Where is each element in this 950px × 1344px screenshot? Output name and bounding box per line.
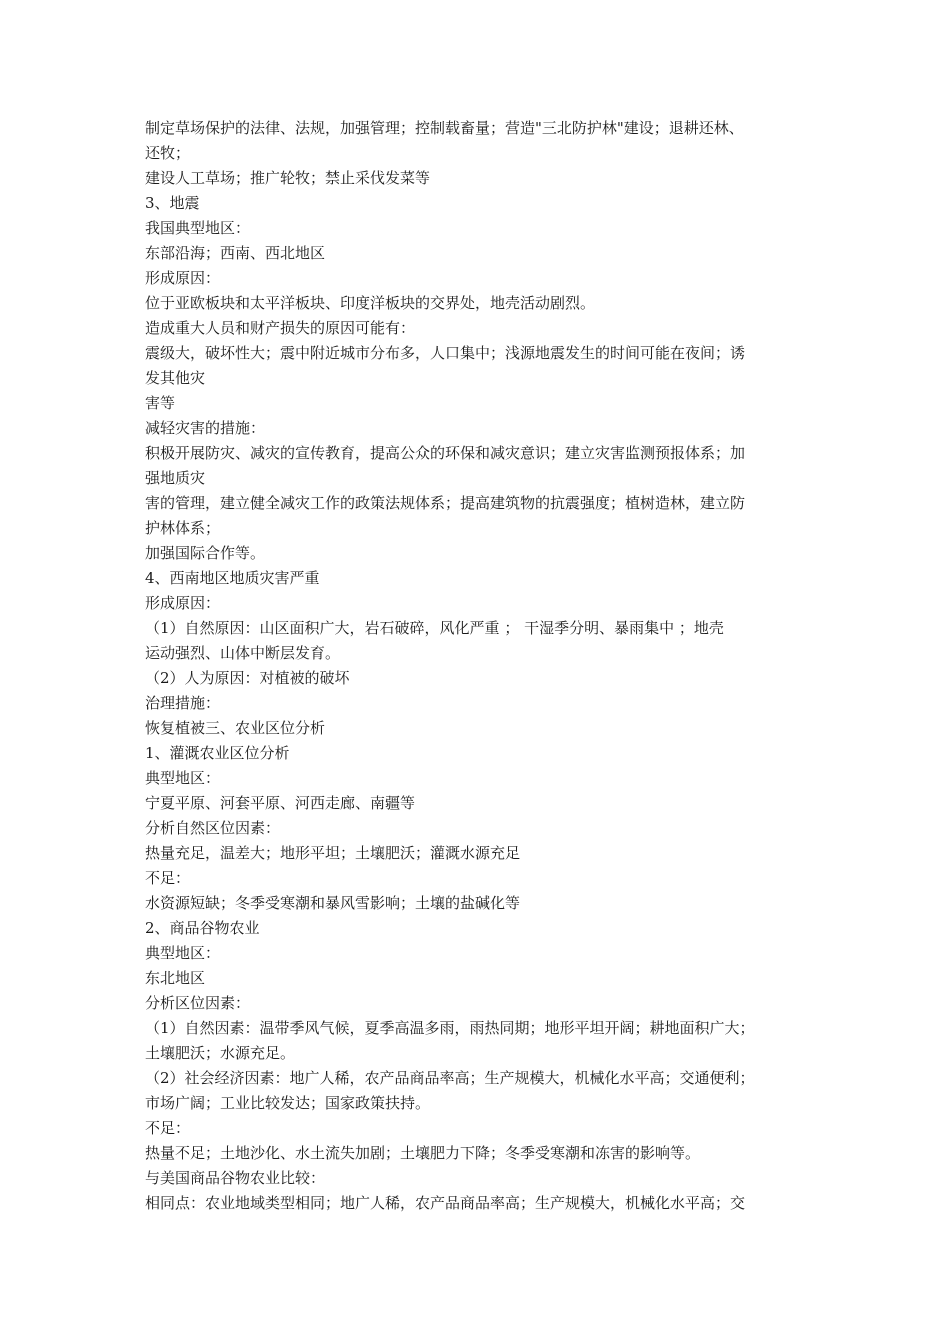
text-line: （1）自然因素：温带季风气候，夏季高温多雨，雨热同期；地形平坦开阔；耕地面积广大； — [145, 1019, 755, 1037]
text-line: 还牧； — [145, 144, 191, 162]
text-line: 与美国商品谷物农业比较： — [145, 1169, 326, 1187]
text-line: （2）社会经济因素：地广人稀，农产品商品率高；生产规模大，机械化水平高；交通便利； — [145, 1069, 755, 1087]
text-line: 东部沿海；西南、西北地区 — [145, 244, 326, 262]
text-line: 位于亚欧板块和太平洋板块、印度洋板块的交界处，地壳活动剧烈。 — [145, 294, 596, 312]
text-line: 形成原因： — [145, 269, 221, 287]
text-line: 东北地区 — [145, 969, 206, 987]
text-line: 典型地区： — [145, 944, 221, 962]
text-line: 建设人工草场；推广轮牧；禁止采伐发菜等 — [145, 169, 431, 187]
text-line: 分析区位因素： — [145, 994, 251, 1012]
section-heading: 3、地震 — [145, 194, 200, 212]
text-line: 不足： — [145, 869, 191, 887]
text-line: 积极开展防灾、减灾的宣传教育，提高公众的环保和减灾意识；建立灾害监测预报体系；加 — [145, 444, 746, 462]
text-line: 治理措施： — [145, 694, 221, 712]
text-line: 害等 — [145, 394, 176, 412]
text-line: 形成原因： — [145, 594, 221, 612]
text-line: 减轻灾害的措施： — [145, 419, 266, 437]
text-line: 恢复植被三、农业区位分析 — [145, 719, 326, 737]
section-heading: 4、西南地区地质灾害严重 — [145, 569, 320, 587]
section-heading: 1、灌溉农业区位分析 — [145, 744, 290, 762]
section-heading: 2、商品谷物农业 — [145, 919, 260, 937]
text-line: 分析自然区位因素： — [145, 819, 281, 837]
text-line: 热量充足，温差大；地形平坦；土壤肥沃；灌溉水源充足 — [145, 844, 521, 862]
text-line: 发其他灾 — [145, 369, 206, 387]
text-line: 害的管理，建立健全减灾工作的政策法规体系；提高建筑物的抗震强度；植树造林，建立防 — [145, 494, 746, 512]
text-line: 强地质灾 — [145, 469, 206, 487]
text-line: 典型地区： — [145, 769, 221, 787]
text-line: （2）人为原因：对植被的破坏 — [145, 669, 350, 687]
text-line: 不足： — [145, 1119, 191, 1137]
text-line: 护林体系； — [145, 519, 221, 537]
text-line: 加强国际合作等。 — [145, 544, 266, 562]
text-line: 震级大，破坏性大；震中附近城市分布多，人口集中；浅源地震发生的时间可能在夜间；诱 — [145, 344, 746, 362]
text-line: 水资源短缺；冬季受寒潮和暴风雪影响；土壤的盐碱化等 — [145, 894, 521, 912]
text-line: 市场广阔；工业比较发达；国家政策扶持。 — [145, 1094, 431, 1112]
text-line: 我国典型地区： — [145, 219, 251, 237]
text-line: 造成重大人员和财产损失的原因可能有： — [145, 319, 416, 337]
document-body — [145, 116, 815, 1216]
text-line: （1）自然原因：山区面积广大，岩石破碎，风化严重 ； 干湿季分明、暴雨集中 ；地壳 — [145, 619, 724, 637]
text-line: 土壤肥沃；水源充足。 — [145, 1044, 296, 1062]
text-line: 相同点：农业地域类型相同；地广人稀，农产品商品率高；生产规模大，机械化水平高；交 — [145, 1194, 746, 1212]
text-line: 宁夏平原、河套平原、河西走廊、南疆等 — [145, 794, 416, 812]
text-line: 运动强烈、山体中断层发育。 — [145, 644, 341, 662]
text-line: 热量不足；土地沙化、水土流失加剧；土壤肥力下降；冬季受寒潮和冻害的影响等。 — [145, 1144, 701, 1162]
text-line: 制定草场保护的法律、法规，加强管理；控制载畜量；营造"三北防护林"建设；退耕还林、 — [145, 119, 744, 137]
